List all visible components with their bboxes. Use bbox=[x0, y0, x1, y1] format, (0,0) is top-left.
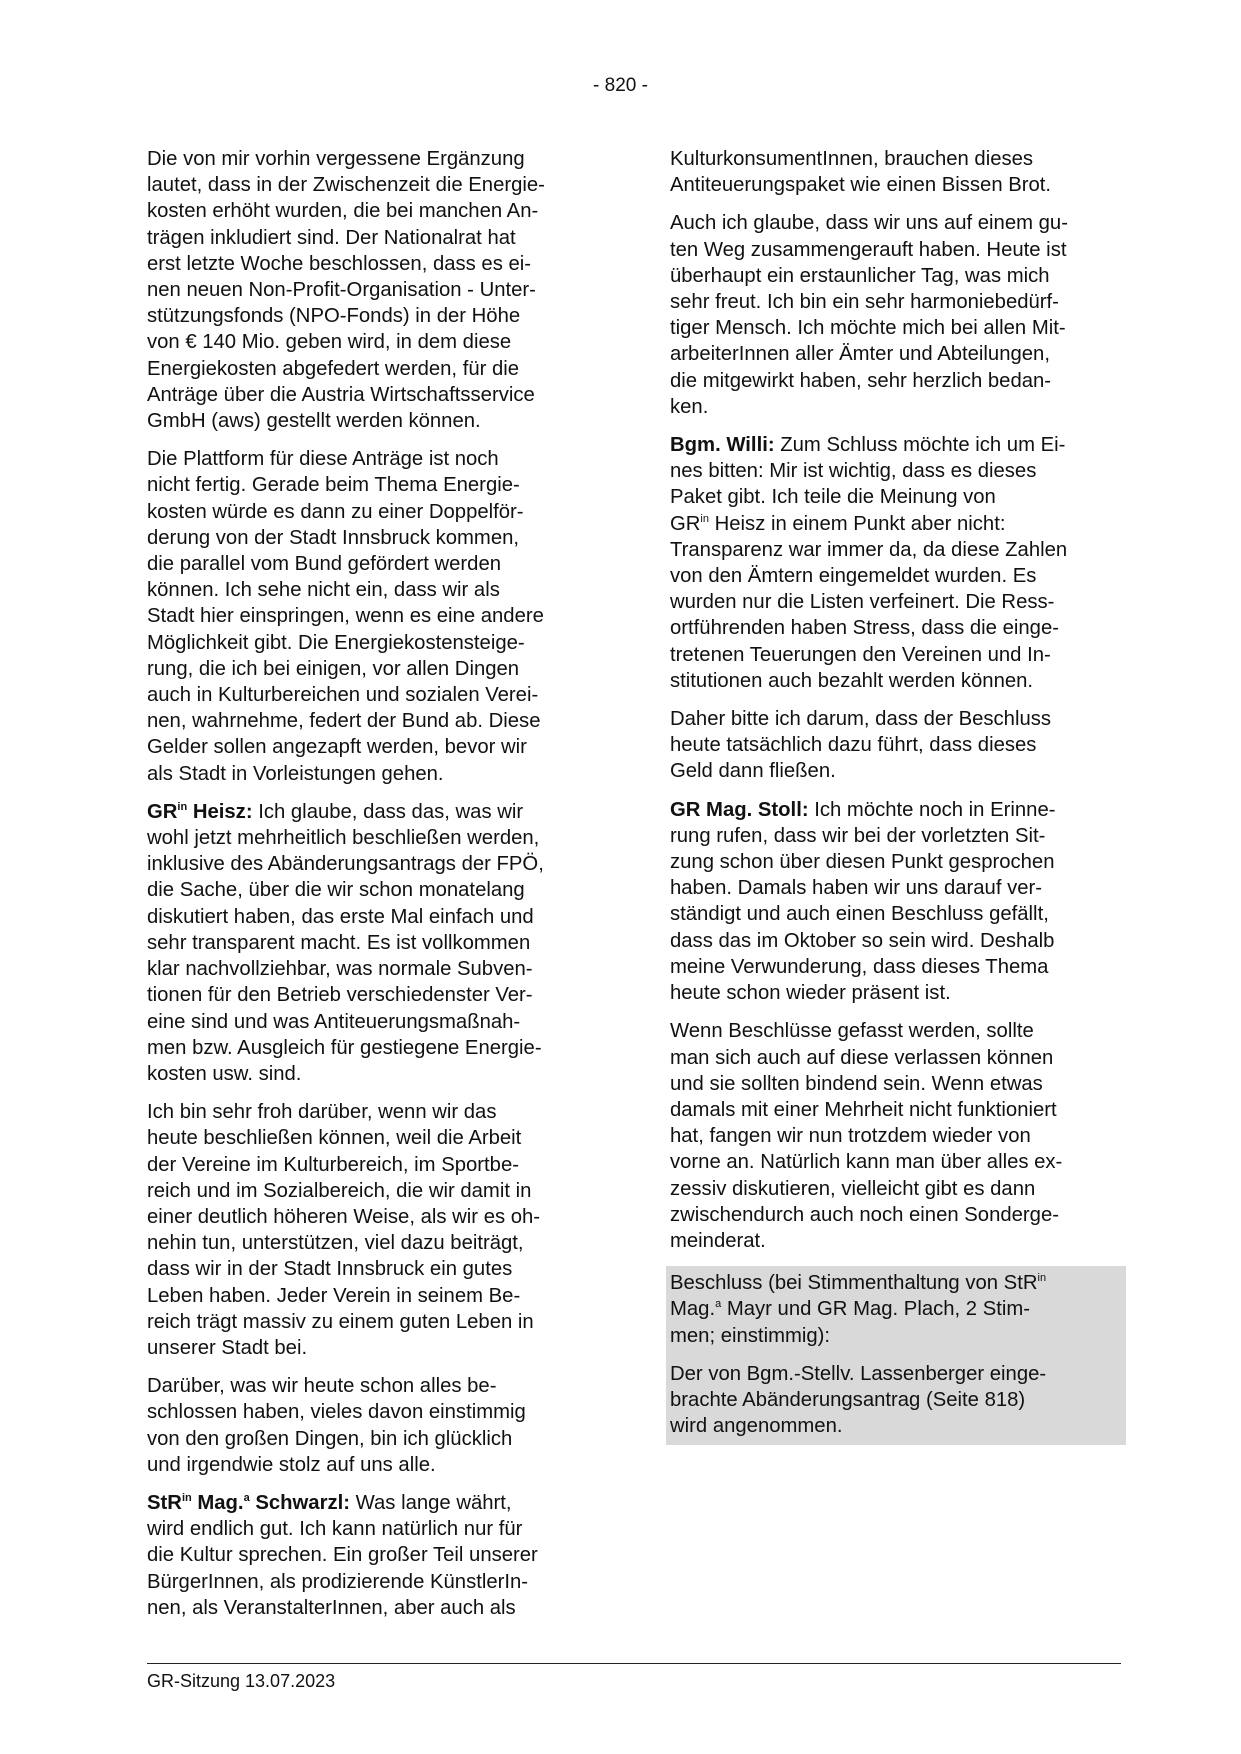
text-line: tionen für den Betrieb verschiedenster Ver- bbox=[147, 984, 533, 1007]
resolution-box bbox=[666, 1266, 1126, 1445]
text-line: $GR^{in}$ Heisz in einem Punkt aber nicht: bbox=[670, 512, 1006, 535]
resolution-text bbox=[670, 1361, 1118, 1440]
text-line: Leben haben. Jeder Verein in seinem Be- bbox=[147, 1284, 521, 1307]
text-line: als Stadt in Vorleistungen gehen. bbox=[147, 762, 444, 785]
paragraph bbox=[670, 1018, 1118, 1254]
resolution-header bbox=[670, 1270, 1118, 1349]
text-line: von den großen Dingen, bin ich glücklich bbox=[147, 1427, 513, 1450]
text-line: Geld dann fließen. bbox=[670, 760, 836, 783]
text-line: nicht fertig. Gerade beim Thema Energie- bbox=[147, 474, 520, 497]
text-line: zung schon über diesen Punkt gesprochen bbox=[670, 851, 1055, 874]
text-line: Wenn Beschlüsse gefasst werden, sollte bbox=[670, 1020, 1034, 1043]
text-line: schlossen haben, vieles davon einstimmig bbox=[147, 1401, 526, 1424]
text-line: auch in Kulturbereichen und sozialen Verei- bbox=[147, 684, 539, 707]
text-line: diskutiert haben, das erste Mal einfach und bbox=[147, 905, 534, 928]
text-line: können. Ich sehe nicht ein, dass wir als bbox=[147, 579, 500, 602]
text-line: tretenen Teuerungen den Vereinen und In- bbox=[670, 643, 1051, 666]
text-line: StR$^{in}$ Mag.$^a$ Schwarzl: Was lange währt, bbox=[147, 1491, 512, 1514]
text-line: wurden nur die Listen verfeinert. Die Ress- bbox=[670, 591, 1055, 614]
text-line: Bgm. Willi: Zum Schluss möchte ich um Ei- bbox=[670, 434, 1066, 457]
text-line: man sich auch auf diese verlassen können bbox=[670, 1046, 1054, 1069]
text-line: KulturkonsumentInnen, brauchen dieses bbox=[670, 148, 1034, 170]
text-line: die parallel vom Bund gefördert werden bbox=[147, 553, 502, 576]
text-line: trägen inkludiert sind. Der Nationalrat hat bbox=[147, 226, 516, 249]
speech-stoll bbox=[670, 797, 1118, 1007]
text-line: stitutionen auch bezahlt werden können. bbox=[670, 669, 1034, 692]
speech-willi bbox=[670, 432, 1118, 694]
text-line: nehin tun, unterstützen, viel dazu beiträgt, bbox=[147, 1232, 524, 1255]
text-line: von € 140 Mio. geben wird, in dem diese bbox=[147, 331, 512, 354]
text-line: die mitgewirkt haben, sehr herzlich bedan- bbox=[670, 369, 1052, 392]
text-line: dass das im Oktober so sein wird. Deshalb bbox=[670, 929, 1055, 952]
text-line: nen, wahrnehme, federt der Bund ab. Diese bbox=[147, 710, 541, 733]
text-line: von den Ämtern eingemeldet wurden. Es bbox=[670, 565, 1037, 588]
text-line: arbeiterInnen aller Ämter und Abteilungen, bbox=[670, 343, 1050, 366]
text-line: klar nachvollziehbar, was normale Subven- bbox=[147, 958, 533, 981]
speaker-name: $GR^{in}$ Heisz: bbox=[147, 800, 253, 823]
text-line: rung, die ich bei einigen, vor allen Dingen bbox=[147, 657, 520, 680]
footer-divider bbox=[147, 1663, 1121, 1664]
paragraph bbox=[670, 706, 1118, 785]
paragraph bbox=[147, 446, 595, 787]
text-line: ten Weg zusammengerauft haben. Heute ist bbox=[670, 238, 1067, 261]
text-line: Darüber, was wir heute schon alles be- bbox=[147, 1375, 497, 1398]
text-line: reich trägt massiv zu einem guten Leben in bbox=[147, 1310, 534, 1333]
speaker-name: Bgm. Willi: bbox=[670, 434, 775, 457]
text-line: Antiteuerungspaket wie einen Bissen Brot. bbox=[670, 174, 1052, 197]
text-line: Ich bin sehr froh darüber, wenn wir das bbox=[147, 1101, 497, 1124]
text-line: damals mit einer Mehrheit nicht funktioniert bbox=[670, 1098, 1057, 1121]
text-line: die Sache, über die wir schon monatelang bbox=[147, 879, 525, 902]
text-line: und sie sollten bindend sein. Wenn etwas bbox=[670, 1072, 1043, 1095]
text-line: kosten erhöht wurden, die bei manchen An- bbox=[147, 200, 539, 223]
text-line: sehr freut. Ich bin ein sehr harmoniebedürf- bbox=[670, 291, 1059, 314]
text-line: wohl jetzt mehrheitlich beschließen werden, bbox=[147, 827, 540, 850]
paragraph bbox=[147, 1373, 595, 1478]
paragraph bbox=[670, 210, 1118, 420]
text-line: GR Mag. Stoll: Ich möchte noch in Erinne- bbox=[670, 798, 1056, 821]
text-line: Die von mir vorhin vergessene Ergänzung bbox=[147, 148, 525, 170]
text-line: Anträge über die Austria Wirtschaftsservice bbox=[147, 383, 535, 406]
text-line: sehr transparent macht. Es ist vollkommen bbox=[147, 931, 531, 954]
speaker-name: StR$^{in}$ Mag.$^a$ Schwarzl: bbox=[147, 1491, 350, 1514]
text-line: zessiv diskutieren, vielleicht gibt es dann bbox=[670, 1177, 1036, 1200]
text-line: ständigt und auch einen Beschluss gefällt, bbox=[670, 903, 1049, 926]
text-line: reich und im Sozialbereich, die wir damit in bbox=[147, 1179, 532, 1202]
text-line: wird endlich gut. Ich kann natürlich nur für bbox=[147, 1518, 523, 1541]
text-line: Transparenz war immer da, da diese Zahlen bbox=[670, 538, 1068, 561]
speech-heisz bbox=[147, 799, 595, 1087]
text-line: Möglichkeit gibt. Die Energiekostensteige- bbox=[147, 631, 525, 654]
text-line: Gelder sollen angezapft werden, bevor wir bbox=[147, 736, 527, 759]
text-line: nen neuen Non-Profit-Organisation - Unter- bbox=[147, 279, 536, 302]
text-line: nes bitten: Mir ist wichtig, dass es dieses bbox=[670, 460, 1037, 483]
text-line: wird angenommen. bbox=[670, 1415, 843, 1438]
text-line: tiger Mensch. Ich möchte mich bei allen Mit- bbox=[670, 317, 1066, 340]
text-line: GmbH (aws) gestellt werden können. bbox=[147, 410, 481, 433]
text-line: nen, als VeranstalterInnen, aber auch als bbox=[147, 1596, 516, 1619]
text-line: heute beschließen können, weil die Arbeit bbox=[147, 1127, 522, 1150]
text-line: Energiekosten abgefedert werden, für die bbox=[147, 357, 520, 380]
text-line: Stadt hier einspringen, wenn es eine andere bbox=[147, 605, 544, 628]
text-line: überhaupt ein erstaunlicher Tag, was mich bbox=[670, 264, 1050, 287]
text-line: der Vereine im Kulturbereich, im Sportbe- bbox=[147, 1153, 519, 1176]
text-line: Auch ich glaube, dass wir uns auf einem gu- bbox=[670, 212, 1068, 235]
text-line: men bzw. Ausgleich für gestiegene Energie- bbox=[147, 1036, 542, 1059]
text-line: Mag.$^a$ Mayr und GR Mag. Plach, 2 Stim- bbox=[670, 1298, 1031, 1321]
text-line: derung von der Stadt Innsbruck kommen, bbox=[147, 526, 520, 549]
text-line: kosten usw. sind. bbox=[147, 1062, 302, 1085]
paragraph bbox=[670, 146, 1118, 198]
text-line: kosten würde es dann zu einer Doppelför- bbox=[147, 500, 524, 523]
footer-text: GR-Sitzung 13.07.2023 bbox=[147, 1671, 336, 1691]
text-line: Beschluss (bei Stimmenthaltung von StR$^{in}$ bbox=[670, 1272, 1047, 1295]
text-line: heute schon wieder präsent ist. bbox=[670, 982, 951, 1005]
text-line: inklusive des Abänderungsantrags der FPÖ, bbox=[147, 853, 544, 876]
text-line: Paket gibt. Ich teile die Meinung von bbox=[670, 486, 996, 509]
text-line: erst letzte Woche beschlossen, dass es ei- bbox=[147, 252, 532, 275]
text-line: rung rufen, dass wir bei der vorletzten Sit- bbox=[670, 824, 1046, 847]
text-line: Die Plattform für diese Anträge ist noch bbox=[147, 448, 499, 471]
paragraph bbox=[147, 1099, 595, 1361]
text-line: haben. Damals haben wir uns darauf ver- bbox=[670, 877, 1043, 900]
paragraph bbox=[147, 146, 595, 434]
text-line: unserer Stadt bei. bbox=[147, 1336, 308, 1359]
text-line: die Kultur sprechen. Ein großer Teil unserer bbox=[147, 1544, 538, 1567]
text-line: dass wir in der Stadt Innsbruck ein gutes bbox=[147, 1258, 513, 1281]
text-line: BürgerInnen, als prodizierende KünstlerIn- bbox=[147, 1570, 529, 1593]
text-line: einer deutlich höheren Weise, als wir es oh- bbox=[147, 1205, 541, 1228]
text-line: brachte Abänderungsantrag (Seite 818) bbox=[670, 1388, 1026, 1411]
text-line: vorne an. Natürlich kann man über alles ex- bbox=[670, 1151, 1063, 1174]
speaker-name: GR Mag. Stoll: bbox=[670, 798, 809, 821]
text-line: meinderat. bbox=[670, 1229, 766, 1252]
text-line: $GR^{in}$ Heisz: Ich glaube, dass das, was wir bbox=[147, 800, 524, 823]
text-line: zwischendurch auch noch einen Sonderge- bbox=[670, 1203, 1059, 1226]
text-line: men; einstimmig): bbox=[670, 1324, 831, 1347]
speech-schwarzl bbox=[147, 1490, 595, 1621]
text-line: lautet, dass in der Zwischenzeit die Energie- bbox=[147, 174, 545, 197]
page-number: - 820 - bbox=[593, 75, 648, 96]
text-line: Daher bitte ich darum, dass der Beschluss bbox=[670, 708, 1052, 731]
text-line: meine Verwunderung, dass dieses Thema bbox=[670, 955, 1049, 978]
text-line: eine sind und was Antiteuerungsmaßnah- bbox=[147, 1010, 521, 1033]
text-line: heute tatsächlich dazu führt, dass dieses bbox=[670, 734, 1037, 757]
text-line: und irgendwie stolz auf uns alle. bbox=[147, 1453, 436, 1476]
text-line: ken. bbox=[670, 395, 709, 418]
text-line: ortführenden haben Stress, dass die einge- bbox=[670, 617, 1059, 640]
left-column bbox=[147, 146, 595, 1633]
text-line: stützungsfonds (NPO-Fonds) in der Höhe bbox=[147, 305, 521, 328]
right-column bbox=[670, 146, 1118, 1445]
text-line: hat, fangen wir nun trotzdem wieder von bbox=[670, 1125, 1031, 1148]
text-line: Der von Bgm.-Stellv. Lassenberger einge- bbox=[670, 1362, 1047, 1385]
